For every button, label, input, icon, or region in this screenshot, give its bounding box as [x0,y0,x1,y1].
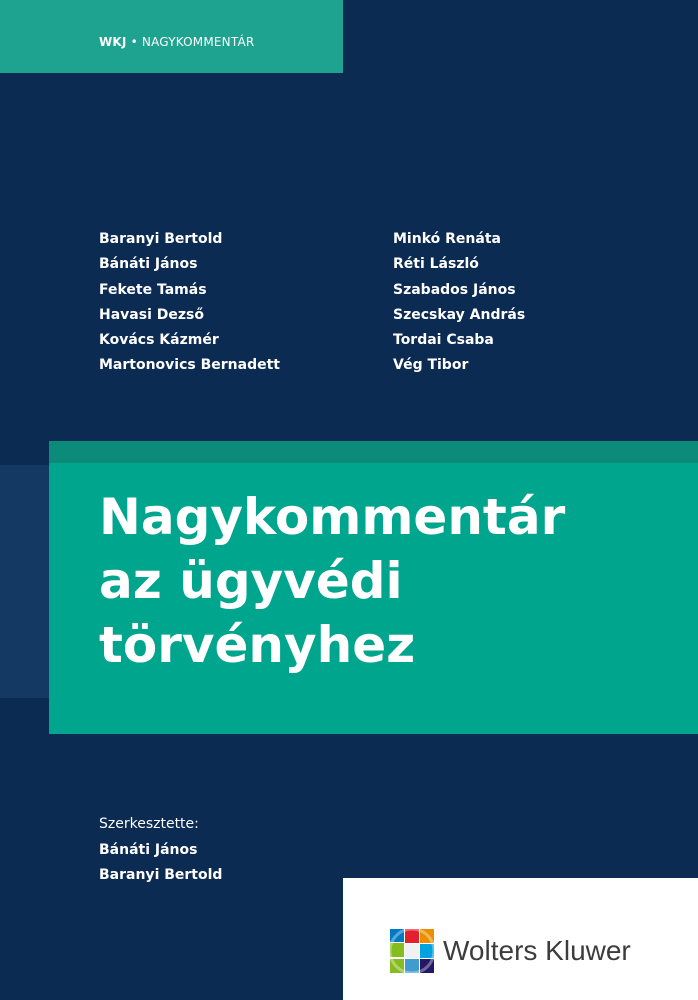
editors-label: Szerkesztette: [99,816,199,832]
author-name: Minkó Renáta [393,231,501,247]
wolters-kluwer-logo-icon [389,928,435,974]
author-name: Baranyi Bertold [99,231,223,247]
authors-column-left [99,227,280,379]
editors-block [99,812,222,889]
author-name: Tordai Csaba [393,332,494,349]
series-separator: • [130,35,138,49]
title-panel-topline [49,441,698,463]
publisher-footer [343,878,698,1000]
series-brand: WKJ [99,35,127,49]
series-bar [0,0,343,73]
author-name: Szabados János [393,281,516,298]
author-name: Fekete Tamás [99,281,207,298]
publisher-name: Wolters Kluwer [443,935,631,966]
editor-name: Baranyi Bertold [99,867,223,883]
title-line: törvényhez [99,616,416,674]
authors-column-right [393,227,525,379]
author-name: Bánáti János [99,256,198,273]
publisher-logo [389,928,631,974]
author-name: Szecskay András [393,306,526,323]
editor-name: Bánáti János [99,841,198,858]
series-name: NAGYKOMMENTÁR [141,35,255,49]
title-line: az ügyvédi [99,552,403,610]
series-label [99,35,254,49]
author-name: Vég Tibor [393,357,469,374]
author-name: Havasi Dezső [99,306,204,323]
author-name: Réti László [393,256,479,273]
title-panel [49,441,698,734]
author-name: Martonovics Bernadett [99,357,280,374]
title-line: Nagykommentár [99,488,566,546]
book-title [99,485,565,677]
author-name: Kovács Kázmér [99,332,219,349]
